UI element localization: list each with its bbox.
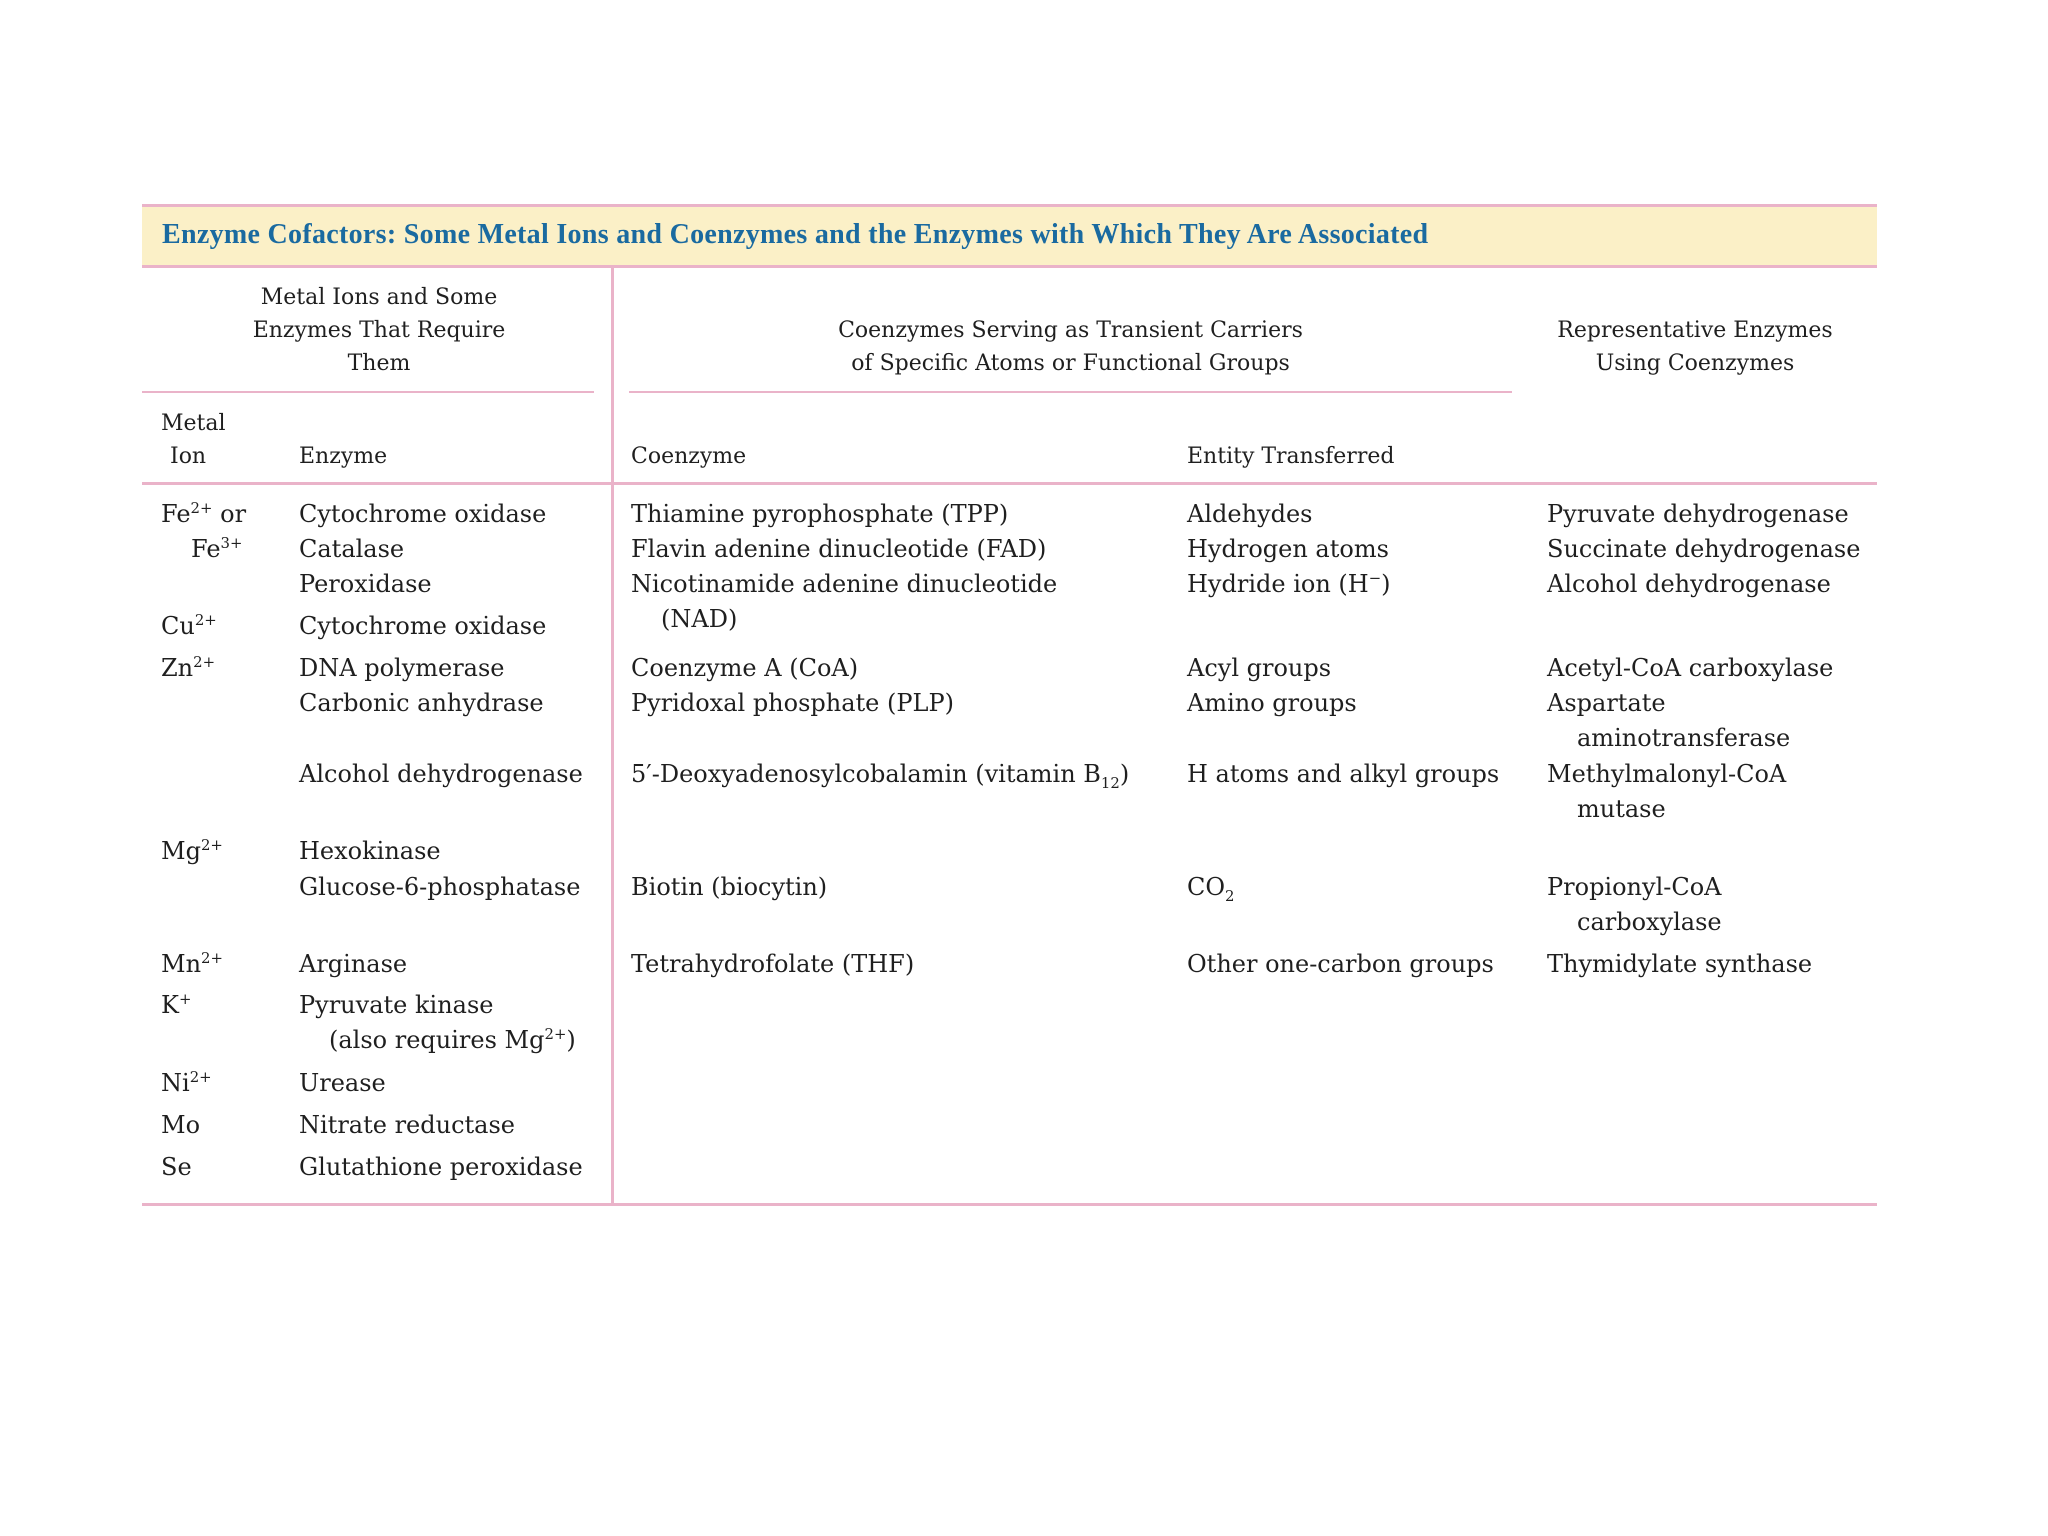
metal-group-header: Metal Ions and Some Enzymes That Require Them	[252, 285, 506, 376]
table-title: Enzyme Cofactors: Some Metal Ions and Coenzymes and the Enzymes with Which They Are Associated	[162, 219, 1429, 250]
metal-mn: $Mn^{2+}$	[161, 949, 223, 978]
enzyme-se: Glutathione peroxidase	[299, 1153, 583, 1181]
entity-b12: H atoms and alkyl groups	[1187, 760, 1500, 788]
table-bottom-rule	[142, 1203, 1877, 1206]
entity-nad: Hydride ion (H−)	[1187, 569, 1391, 598]
enzyme-mg-1: Hexokinase	[299, 837, 441, 865]
entity-biotin: $CO_2$	[1187, 873, 1235, 905]
rep-b12: Methylmalonyl-CoA mutase	[1547, 760, 1787, 823]
coenzyme-group-underline	[629, 391, 1512, 393]
metal-ion-header: Metal Ion	[161, 411, 226, 469]
enzyme-mo: Nitrate reductase	[299, 1111, 515, 1139]
rep-thf: Thymidylate synthase	[1547, 950, 1813, 978]
enzyme-k: Pyruvate kinase (also requires $Mg^{2+}$)	[299, 991, 576, 1054]
rep-nad: Alcohol dehydrogenase	[1547, 570, 1831, 598]
coenzyme-b12: 5′-Deoxyadenosylcobalamin (vitamin $B_{12}$)	[631, 760, 1130, 792]
representative-header: Representative Enzymes Using Coenzymes	[1557, 318, 1833, 376]
enzyme-zn-2: Carbonic anhydrase	[299, 689, 544, 717]
rep-tpp: Pyruvate dehydrogenase	[1547, 500, 1849, 528]
entity-plp: Amino groups	[1187, 689, 1357, 717]
rep-biotin: Propionyl-CoA carboxylase	[1547, 873, 1722, 936]
metal-mo: Mo	[161, 1111, 201, 1139]
enzyme-fe-list: Cytochrome oxidase Catalase Peroxidase	[299, 500, 547, 598]
rep-fad: Succinate dehydrogenase	[1547, 535, 1861, 563]
metal-se: Se	[161, 1153, 192, 1181]
metal-group-underline	[142, 391, 594, 393]
metal-k: K+	[161, 990, 192, 1019]
coenzyme-fad: Flavin adenine dinucleotide (FAD)	[631, 535, 1047, 563]
enzyme-cu: Cytochrome oxidase	[299, 612, 547, 640]
entity-coa: Acyl groups	[1187, 654, 1332, 682]
metal-fe: $Fe^{2+}$ or $Fe^{3+}$	[161, 499, 247, 563]
coenzyme-thf: Tetrahydrofolate (THF)	[631, 950, 915, 978]
coenzyme-plp: Pyridoxal phosphate (PLP)	[631, 689, 954, 717]
enzyme-mn: Arginase	[299, 950, 408, 978]
entity-tpp: Aldehydes	[1187, 500, 1313, 528]
entity-fad: Hydrogen atoms	[1187, 535, 1389, 563]
coenzyme-tpp: Thiamine pyrophosphate (TPP)	[631, 500, 1009, 528]
enzyme-zn-3: Alcohol dehydrogenase	[299, 760, 583, 788]
vertical-divider	[611, 268, 614, 1205]
header-bottom-rule	[142, 482, 1877, 485]
enzyme-zn-1: DNA polymerase	[299, 654, 505, 682]
rep-plp: Aspartate aminotransferase	[1547, 689, 1791, 752]
metal-ni: $Ni^{2+}$	[161, 1068, 212, 1097]
rep-coa: Acetyl-CoA carboxylase	[1547, 654, 1834, 682]
enzyme-header: Enzyme	[299, 444, 388, 469]
coenzyme-nad: Nicotinamide adenine dinucleotide (NAD)	[631, 570, 1058, 633]
metal-cu: $Cu^{2+}$	[161, 611, 217, 640]
coenzyme-header: Coenzyme	[631, 444, 747, 469]
coenzyme-coa: Coenzyme A (CoA)	[631, 654, 859, 682]
enzyme-mg-2: Glucose-6-phosphatase	[299, 873, 581, 901]
metal-mg: $Mg^{2+}$	[161, 836, 223, 865]
enzyme-ni: Urease	[299, 1069, 386, 1097]
metal-zn: $Zn^{2+}$	[161, 653, 216, 682]
coenzyme-biotin: Biotin (biocytin)	[631, 873, 828, 901]
coenzyme-group-header: Coenzymes Serving as Transient Carriers of Specific Atoms or Functional Groups	[838, 318, 1303, 376]
entity-header: Entity Transferred	[1187, 444, 1395, 469]
table-title-band	[142, 204, 1877, 268]
entity-thf: Other one-carbon groups	[1187, 950, 1494, 978]
